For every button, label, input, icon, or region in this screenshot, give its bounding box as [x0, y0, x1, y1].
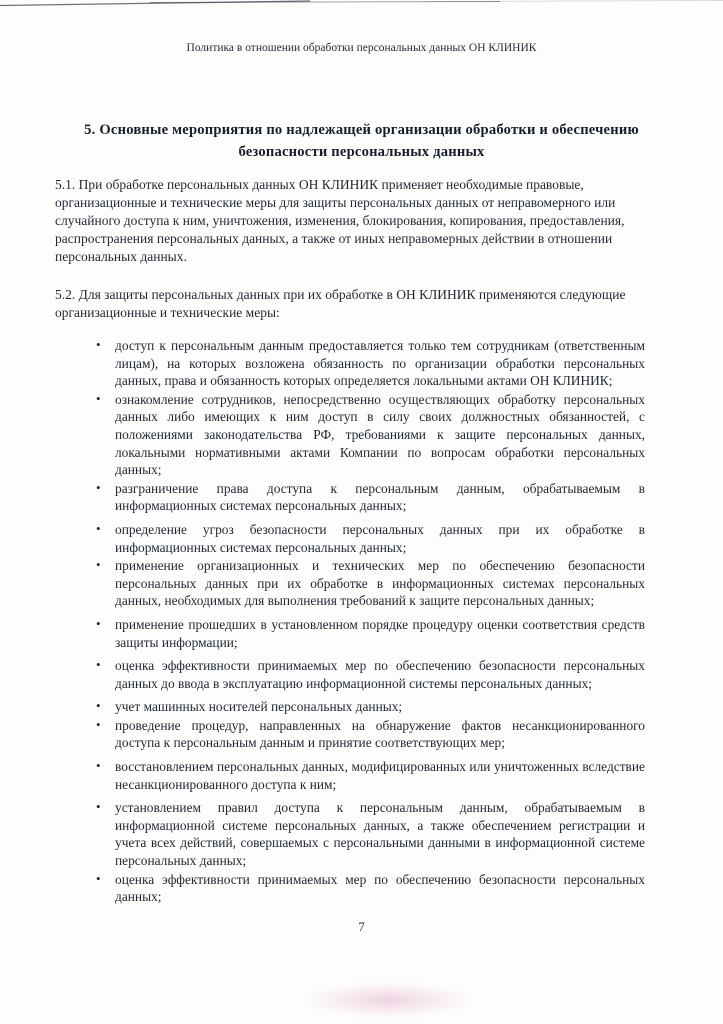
- list-item: [95, 871, 645, 906]
- list-item-text: разграничение права доступа к персональным данным, обрабатываемым в информационных системах персональных данных;: [115, 480, 645, 514]
- list-item-text: проведение процедур, направленных на обнаружение фактов несанкционированного доступа к персональным данным и принятие соответствующих мер;: [115, 717, 645, 751]
- running-header: Политика в отношении обработки персональных данных ОН КЛИНИК: [186, 42, 537, 54]
- bullet-icon: [96, 870, 101, 888]
- bullet-icon: [96, 697, 101, 715]
- list-item: [95, 698, 645, 716]
- bullet-icon: [96, 520, 101, 538]
- list-item: [95, 717, 645, 752]
- scan-artifact-smudge: [308, 983, 468, 1017]
- bullet-icon: [96, 336, 101, 354]
- section-heading: 5. Основные мероприятия по надлежащей организации обработки и обеспечению безопасности персональных данных: [84, 122, 639, 160]
- list-item-text: оценка эффективности принимаемых мер по обеспечению безопасности персональных данных;: [115, 871, 645, 905]
- list-item-text: применение прошедших в установленном порядке процедуру оценки соответствия средств защиты информации;: [115, 616, 645, 650]
- list-item-text: учет машинных носителей персональных данных;: [115, 699, 403, 715]
- list-item-text: доступ к персональным данным предоставляется только тем сотрудникам (ответственным лицам), на которых возложена обязанность по организации обработки персональных данных, права и обязанность которых определяется локальными актами ОН КЛИНИК;: [115, 338, 645, 389]
- list-item-text: оценка эффективности принимаемых мер по обеспечению безопасности персональных данных до ввода в эксплуатацию информационной системы персональных данных;: [115, 658, 645, 691]
- list-item-text: установлением правил доступа к персональным данным, обрабатываемым в информационной системе персональных данных, а также обеспечением регистрации и учета всех действий, совершаемых с персональными данными в информационной системе персональных данных;: [115, 800, 645, 869]
- list-item: [95, 657, 645, 692]
- list-item-text: применение организационных и технических мер по обеспечению безопасности персональных данных при их обработке в информационных системах персональных данных, необходимых для выполнения требований к защите персональных данных;: [115, 558, 645, 609]
- list-item: [95, 616, 645, 651]
- bullet-icon: [96, 479, 101, 497]
- bullet-icon: [96, 656, 101, 674]
- page-number: 7: [358, 918, 365, 934]
- list-item: [95, 391, 645, 479]
- scan-artifact-line: [0, 0, 723, 10]
- list-item: [95, 521, 645, 556]
- list-item: [95, 799, 645, 869]
- bullet-icon: [96, 390, 101, 408]
- bullet-list: [95, 337, 645, 906]
- list-item-text: определение угроз безопасности персональных данных при их обработке в информационных системах персональных данных;: [115, 521, 645, 555]
- bullet-icon: [96, 615, 101, 633]
- list-item: [95, 557, 645, 610]
- list-item-text: восстановлением персональных данных, модифицированных или уничтоженных вследствие несанкционированного доступа к ним;: [115, 759, 645, 792]
- bullet-icon: [96, 757, 101, 775]
- bullet-icon: [96, 716, 101, 734]
- paragraph-5-1: 5.1. При обработке персональных данных ОН КЛИНИК применяет необходимые правовые, организационные и технические меры для защиты персональных данных от неправомерного или случайного доступа к ним, уничтожения, изменения, блокирования, копирования, предоставления, распространения персональных данных, а также от иных неправомерных действии в отношении персональных данных.: [55, 177, 625, 264]
- bullet-icon: [96, 798, 101, 816]
- list-item-text: ознакомление сотрудников, непосредственно осуществляющих обработку персональных данных либо имеющих к ним доступ в силу своих должностных обязанностей, с положениями законодательства РФ, требованиями к защите персональных данных, локальными нормативными актами Компании по вопросам обработки персональных данных;: [115, 391, 645, 478]
- list-item: [95, 337, 645, 390]
- list-item: [95, 758, 645, 793]
- paragraph-5-2: 5.2. Для защиты персональных данных при их обработке в ОН КЛИНИК применяются следующие организационные и технические меры:: [55, 287, 626, 320]
- bullet-icon: [96, 556, 101, 574]
- list-item: [95, 480, 645, 515]
